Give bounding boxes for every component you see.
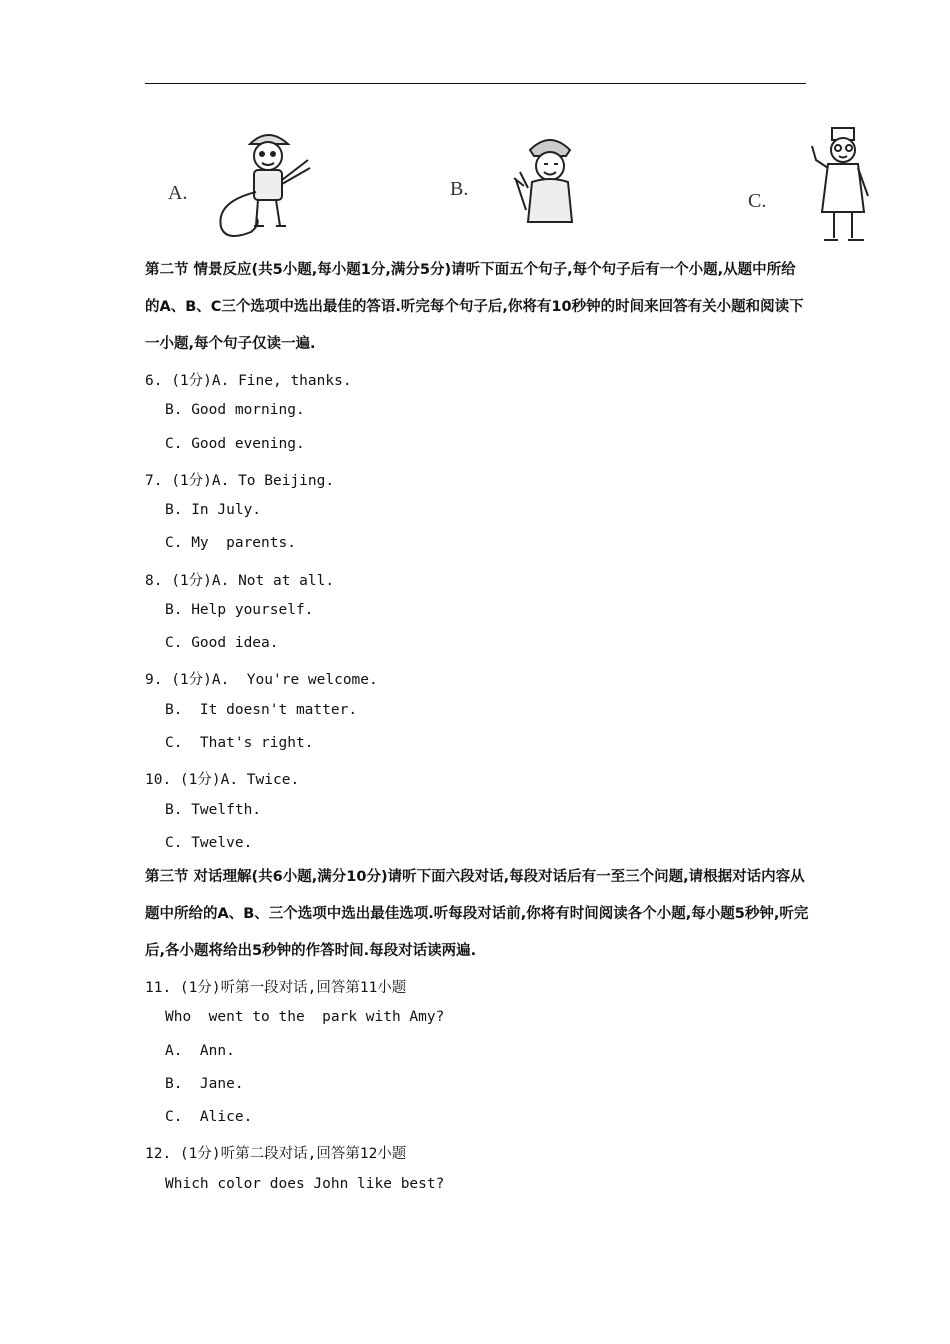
q7-option-b: B. In July. — [165, 502, 262, 518]
q11-stem: 11. (1分)听第一段对话,回答第11小题 — [145, 980, 407, 996]
picture-label-b: B. — [450, 178, 469, 200]
q10-stem: 10. (1分)A. Twice. — [145, 772, 300, 788]
doctor-figure — [804, 124, 879, 246]
q7-stem: 7. (1分)A. To Beijing. — [145, 473, 335, 489]
picture-label-a: A. — [168, 182, 188, 204]
q9-option-c: C. That's right. — [165, 735, 314, 751]
section3-header: 第三节 对话理解(共6小题,满分10分)请听下面六段对话,每段对话后有一至三个问题,请根据对话内容从题中所给的A、B、三个选项中选出最佳选项.听每段对话前,你将有时间阅读各个小题,每小题5秒钟,听完后,各小题将给出5秒钟的作答时间.每段对话读两遍. — [145, 869, 809, 959]
q10-option-b: B. Twelfth. — [165, 802, 262, 818]
q6-stem: 6. (1分)A. Fine, thanks. — [145, 373, 352, 389]
q12-stem: 12. (1分)听第二段对话,回答第12小题 — [145, 1146, 407, 1162]
q10-option-c: C. Twelve. — [165, 835, 253, 851]
q11-question: Who went to the park with Amy? — [165, 1009, 445, 1025]
picture-label-c: C. — [748, 190, 767, 212]
q8-option-b: B. Help yourself. — [165, 602, 314, 618]
q11-option-b: B. Jane. — [165, 1076, 244, 1092]
q6-option-c: C. Good evening. — [165, 436, 305, 452]
firefighter-figure — [210, 122, 320, 242]
section2-header: 第二节 情景反应(共5小题,每小题1分,满分5分)请听下面五个句子,每个句子后有一个小题,从题中所给的A、B、C三个选项中选出最佳的答语.听完每个句子后,你将有10秒钟的时间来回答有关小题和阅读下一小题,每个句子仅读一遍. — [145, 262, 804, 352]
woman-figure — [510, 130, 590, 230]
q8-option-c: C. Good idea. — [165, 635, 279, 651]
q8-stem: 8. (1分)A. Not at all. — [145, 573, 335, 589]
q9-stem: 9. (1分)A. You're welcome. — [145, 672, 378, 688]
header-rule — [145, 83, 806, 84]
q9-option-b: B. It doesn't matter. — [165, 702, 358, 718]
q11-option-a: A. Ann. — [165, 1043, 235, 1059]
q11-option-c: C. Alice. — [165, 1109, 253, 1125]
q6-option-b: B. Good morning. — [165, 402, 305, 418]
q7-option-c: C. My parents. — [165, 535, 296, 551]
q12-question: Which color does John like best? — [165, 1176, 445, 1192]
